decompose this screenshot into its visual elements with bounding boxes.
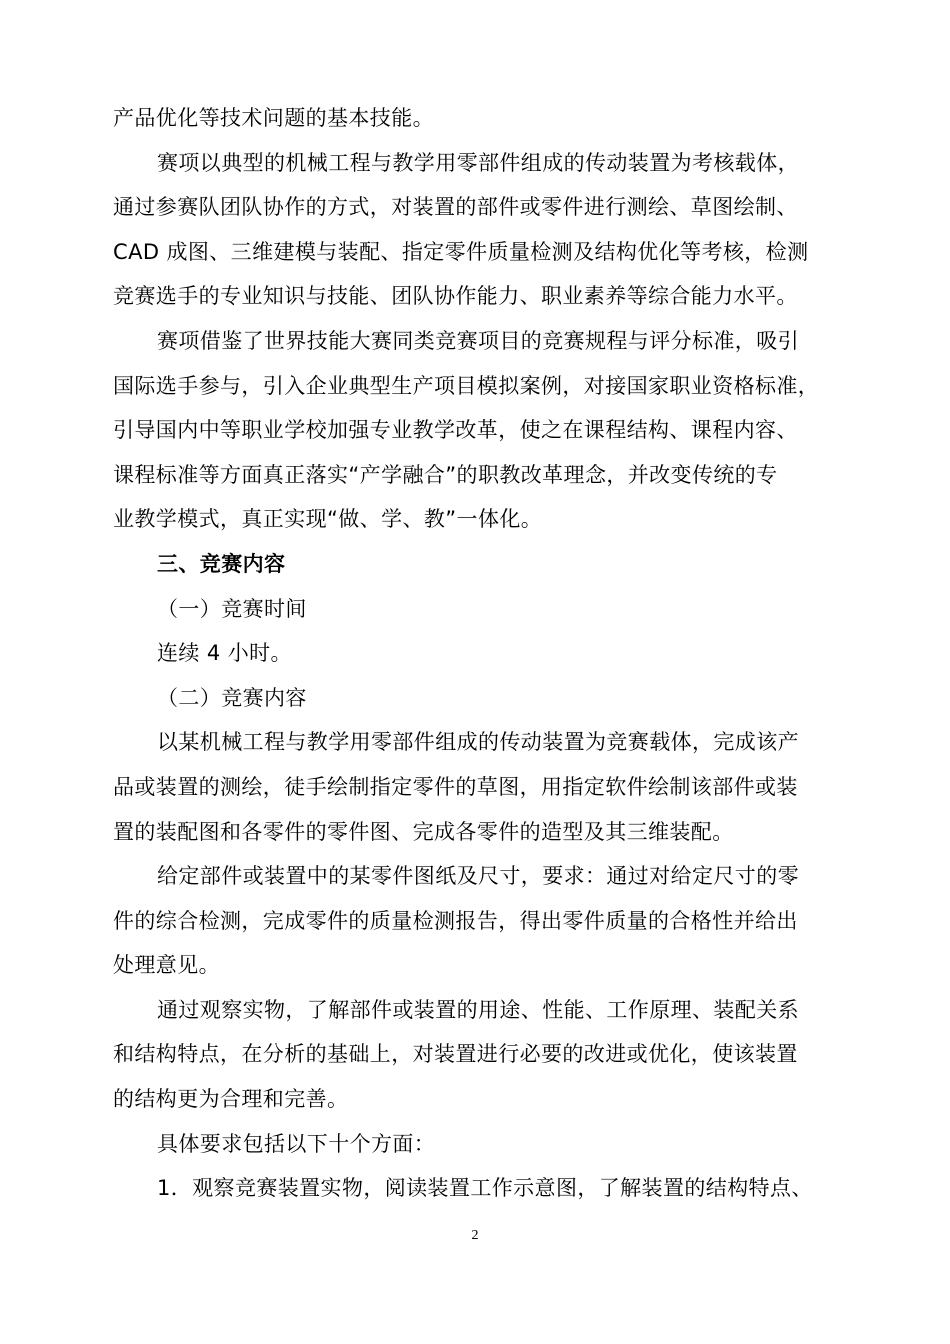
text-line: 赛项借鉴了世界技能大赛同类竞赛项目的竞赛规程与评分标准，吸引 <box>157 328 799 353</box>
text-line: 品或装置的测绘，徒手绘制指定零件的草图，用指定软件绘制该部件或装 <box>113 774 798 799</box>
text-line: CAD 成图、三维建模与装配、指定零件质量检测及结构优化等考核，检测 <box>113 239 809 264</box>
text-line: 件的综合检测，完成零件的质量检测报告，得出零件质量的合格性并给出 <box>113 908 798 933</box>
text-line: 处理意见。 <box>113 953 220 978</box>
text-line: 产品优化等技术问题的基本技能。 <box>113 106 434 130</box>
text-line: 通过参赛队团队协作的方式，对装置的部件或零件进行测绘、草图绘制、 <box>113 195 798 220</box>
text-line: 具体要求包括以下十个方面： <box>157 1131 436 1156</box>
text-line: 的结构更为合理和完善。 <box>113 1087 349 1112</box>
text-line: 以某机械工程与教学用零部件组成的传动装置为竞赛载体，完成该产 <box>157 730 799 755</box>
text-line: 置的装配图和各零件的零件图、完成各零件的造型及其三维装配。 <box>113 819 734 844</box>
text-line: 引导国内中等职业学校加强专业教学改革，使之在课程结构、课程内容、 <box>113 418 798 443</box>
text-line: 课程标准等方面真正落实“产学融合”的职教改革理念，并改变传统的专 <box>113 462 778 487</box>
document-body <box>113 96 838 1211</box>
text-line: 给定部件或装置中的某零件图纸及尺寸，要求：通过对给定尺寸的零 <box>157 864 799 889</box>
text-line: 连续 4 小时。 <box>157 641 292 666</box>
subsection-heading: （二）竞赛内容 <box>157 685 307 710</box>
subsection-heading: （一）竞赛时间 <box>157 596 307 621</box>
text-line: 国际选手参与，引入企业典型生产项目模拟案例，对接国家职业资格标准， <box>113 373 820 398</box>
text-line: 赛项以典型的机械工程与教学用零部件组成的传动装置为考核载体， <box>157 150 799 175</box>
text-line: 和结构特点，在分析的基础上，对装置进行必要的改进或优化，使该装置 <box>113 1042 798 1067</box>
section-heading: 三、竞赛内容 <box>157 551 286 576</box>
text-line: 竞赛选手的专业知识与技能、团队协作能力、职业素养等综合能力水平。 <box>113 284 798 309</box>
list-item: 1．观察竞赛装置实物，阅读装置工作示意图，了解装置的结构特点、 <box>157 1176 813 1201</box>
text-line: 通过观察实物，了解部件或装置的用途、性能、工作原理、装配关系 <box>157 997 799 1022</box>
page-number: 2 <box>471 1228 479 1243</box>
text-line: 业教学模式，真正实现“做、学、教”一体化。 <box>113 507 543 532</box>
